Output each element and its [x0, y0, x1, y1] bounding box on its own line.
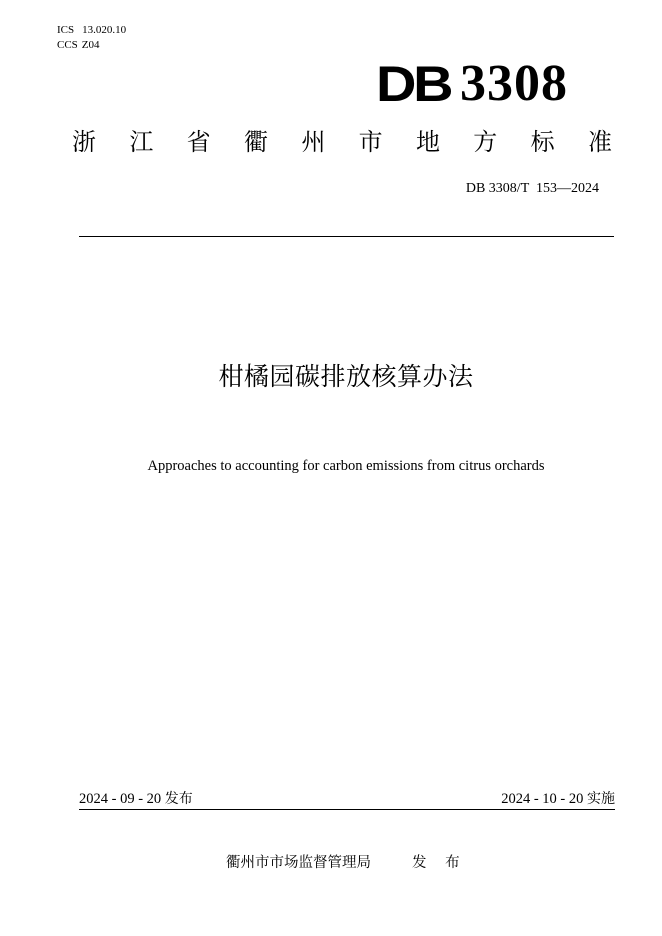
standard-code: DB 3308/T 153—2024	[465, 181, 599, 196]
ccs-code: Z04	[81, 39, 100, 51]
ccs-label: CCS	[57, 39, 78, 51]
ics-line	[57, 23, 126, 38]
standard-type-char: 地	[415, 128, 440, 156]
standard-type-char: 市	[358, 128, 383, 156]
standard-type-char: 浙	[72, 128, 96, 156]
ics-code: 13.020.10	[82, 24, 127, 36]
footer-divider	[79, 809, 615, 810]
standard-type-char: 省	[186, 128, 211, 156]
release-date-line	[79, 789, 193, 809]
implementation-date: 2024 - 10 - 20	[501, 791, 584, 807]
standard-mark-letters: DB	[375, 56, 450, 112]
publish-label: 发 布	[412, 855, 467, 871]
ccs-line	[57, 38, 126, 53]
ics-label: ICS	[57, 24, 75, 36]
standard-mark-number: 3308	[460, 55, 568, 112]
implementation-date-line	[501, 789, 615, 809]
standard-mark	[375, 55, 568, 112]
standard-type-heading	[72, 126, 612, 158]
release-label: 发布	[164, 791, 193, 807]
document-title-english: Approaches to accounting for carbon emissions from citrus orchards	[147, 458, 545, 474]
document-title-chinese: 柑橘园碳排放核算办法	[218, 362, 474, 391]
standard-type-char: 标	[530, 128, 555, 156]
standard-type-char: 准	[587, 128, 612, 156]
header-divider	[79, 236, 614, 237]
classification-codes	[57, 23, 126, 53]
standard-type-char: 衢	[243, 128, 268, 156]
publisher-name: 衢州市市场监督管理局	[226, 855, 371, 871]
implementation-label: 实施	[587, 791, 615, 807]
standard-type-char: 州	[301, 128, 326, 156]
standard-type-char: 方	[473, 128, 498, 156]
release-date: 2024 - 09 - 20	[79, 791, 162, 807]
standard-type-char: 江	[129, 128, 154, 156]
